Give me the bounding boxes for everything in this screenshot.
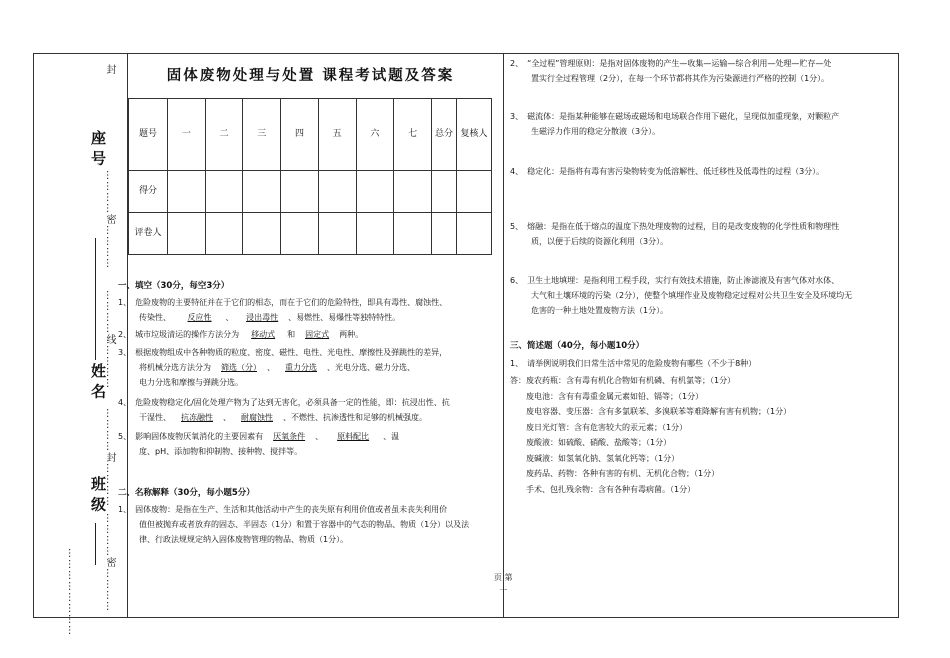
score-row bbox=[129, 171, 492, 213]
fill-question-4: 4、 危险废物稳定化/固化处理产物为了达到无害化，必须具备一定的性能，即：抗浸出性、抗 干湿性、 抗冻融性 、 耐腐蚀性 、不燃性、抗渗透性和足够的机械强度。 bbox=[118, 398, 450, 422]
fill-question-3: 3、 根据废物组成中各种物质的粒度、密度、磁性、电性、光电性、摩擦性及弹跳性的差异， 将机械分选方法分为 筛选（分） 、 重力分选 、光电分选、磁力分选、 电力分选和摩擦与弹跳分选。 bbox=[118, 348, 448, 387]
answer-blank: 重力分选 bbox=[285, 363, 317, 372]
definition-3: 3、 磁流体：是指某种能够在磁场或磁场和电场联合作用下磁化，呈现似加重现象，对颗粒产 生磁浮力作用的稳定分散液（3分）。 bbox=[510, 112, 840, 136]
answer-blank: 移动式 bbox=[251, 330, 276, 339]
name-label: 姓 名 bbox=[89, 363, 107, 399]
seal-dots-bottom: …………密………… bbox=[104, 513, 115, 612]
score-table bbox=[128, 98, 492, 255]
page-number: 页 第 一 bbox=[494, 573, 513, 595]
grader-row-label: 评卷人 bbox=[129, 213, 168, 255]
header-cell: 题号 bbox=[129, 99, 168, 171]
answer-blank: 固定式 bbox=[305, 330, 330, 339]
header-cell: 五 bbox=[318, 99, 356, 171]
definition-1: 1、 固体废物：是指在生产、生活和其他活动中产生的丧失原有利用价值或者虽未丧失利用价 值但被抛弃或者放弃的固态、半固态（1分）和置于容器中的气态的物品、物质（1分）以及法 律、行政法规规定纳入固体废物管理的物品、物质（1分）。 bbox=[118, 505, 470, 544]
header-cell: 一 bbox=[168, 99, 206, 171]
answer-blank: 耐腐蚀性 bbox=[241, 413, 273, 422]
answer-line: 废电容器、变压器：含有多氯联苯、多溴联苯等难降解有害有机物；（1分） bbox=[510, 407, 792, 416]
answer-line: 废电池：含有有毒重金属元素如铅、镉等；（1分） bbox=[510, 391, 704, 401]
answer-blank: 筛选（分） bbox=[221, 363, 257, 372]
definition-2: 2、 “全过程”管理原则：是指对固体废物的产生—收集—运输—综合利用—处理—贮存—处 置实行全过程管理（2分），在每一个环节都将其作为污染源进行严格的控制（1分）。 bbox=[510, 59, 832, 83]
seal-dots-2: …………封………… bbox=[104, 408, 115, 507]
short-answer-question-1: 1、 请举例说明我们日常生活中常见的危险废物有哪些（不少于8种） bbox=[510, 359, 757, 368]
answer-blank: 浸出毒性 bbox=[246, 313, 279, 322]
binding-strip bbox=[40, 58, 125, 636]
seal-dots-far: …………………… bbox=[66, 548, 77, 636]
definition-4: 4、 稳定化：是指将有毒有害污染物转变为低溶解性、低迁移性及低毒性的过程（3分）。 bbox=[510, 167, 825, 176]
class-label: 班 级 bbox=[89, 476, 107, 512]
answer-blank: 厌氧条件 bbox=[273, 432, 306, 441]
section1-heading: 一、填空（30分，每空3分） bbox=[118, 281, 230, 291]
exam-title: 固体废物处理与处置 课程考试题及答案 bbox=[166, 68, 455, 84]
fill-question-1: 1、 危险废物的主要特征并在于它们的相态，而在于它们的危险特性，即具有毒性、腐蚀性、 传染性、 反应性 、 浸出毒性 、易燃性、易爆性等独特特性。 bbox=[118, 298, 448, 322]
header-cell: 四 bbox=[281, 99, 319, 171]
answer-line: 废碱液：如氢氧化钠、氢氧化钙等；（1分） bbox=[510, 453, 680, 463]
class-underline bbox=[95, 523, 96, 565]
header-cell: 七 bbox=[394, 99, 432, 171]
answer-line: 废药品、药物：各种有害的有机、无机化合物；（1分） bbox=[510, 469, 720, 478]
header-cell: 总分 bbox=[432, 99, 457, 171]
answer-blank: 反应性 bbox=[187, 313, 212, 322]
seal-mark-top: 封 bbox=[104, 64, 115, 75]
fill-question-2: 2、 城市垃圾清运的操作方法分为 移动式 和 固定式 两种。 bbox=[118, 330, 364, 339]
answer-line: 手术、包扎残余物：含有各种有毒病菌。（1分） bbox=[510, 484, 696, 494]
answer-line: 废酸液：如硫酸、硝酸、盐酸等；（1分） bbox=[510, 438, 672, 447]
header-cell: 复核人 bbox=[457, 99, 492, 171]
seal-dots-1: …………密………… bbox=[104, 170, 115, 269]
seat-underline bbox=[95, 238, 96, 308]
seat-number-label: 座 号 bbox=[89, 130, 107, 166]
fill-question-5: 5、 影响固体废物厌氧消化的主要因素有 厌氧条件 、 原料配比 、温 度、pH、添加物和抑制物、接种物、搅拌等。 bbox=[118, 432, 400, 456]
answer-blank: 原料配比 bbox=[337, 432, 370, 441]
answer-line: 废日光灯管：含有危害较大的汞元素；（1分） bbox=[510, 422, 688, 432]
answer-line: 答：废农药瓶：含有毒有机化合物如有机磷、有机氯等；（1分） bbox=[510, 376, 736, 385]
name-underline bbox=[95, 308, 96, 360]
definition-6: 6、 卫生土地填埋：是指利用工程手段，实行有效技术措施，防止渗滤液及有害气体对水体、 大气和土壤环境的污染（2分），使整个填埋作业及废物稳定过程对公共卫生安全及环境均无 危害的一种土地处置废物方法（1分）。 bbox=[510, 276, 853, 315]
section2-heading: 二、名称解释（30分，每小题5分） bbox=[118, 488, 255, 498]
definition-5: 5、 熔融：是指在低于熔点的温度下热处理废物的过程，目的是改变废物的化学性质和物理性 质，以便于后续的资源化利用（3分）。 bbox=[510, 222, 840, 246]
answer-list bbox=[510, 373, 895, 497]
header-cell: 三 bbox=[243, 99, 281, 171]
header-cell: 六 bbox=[356, 99, 394, 171]
score-table-header-row bbox=[129, 99, 492, 171]
header-cell: 二 bbox=[205, 99, 243, 171]
answer-blank: 抗冻融性 bbox=[181, 413, 213, 422]
seal-line-mid: …………线………… bbox=[104, 290, 115, 389]
score-row-label: 得分 bbox=[129, 171, 168, 213]
grader-row bbox=[129, 213, 492, 255]
column-divider bbox=[503, 53, 504, 618]
section3-heading: 三、简述题（40分，每小题10分） bbox=[510, 341, 645, 351]
